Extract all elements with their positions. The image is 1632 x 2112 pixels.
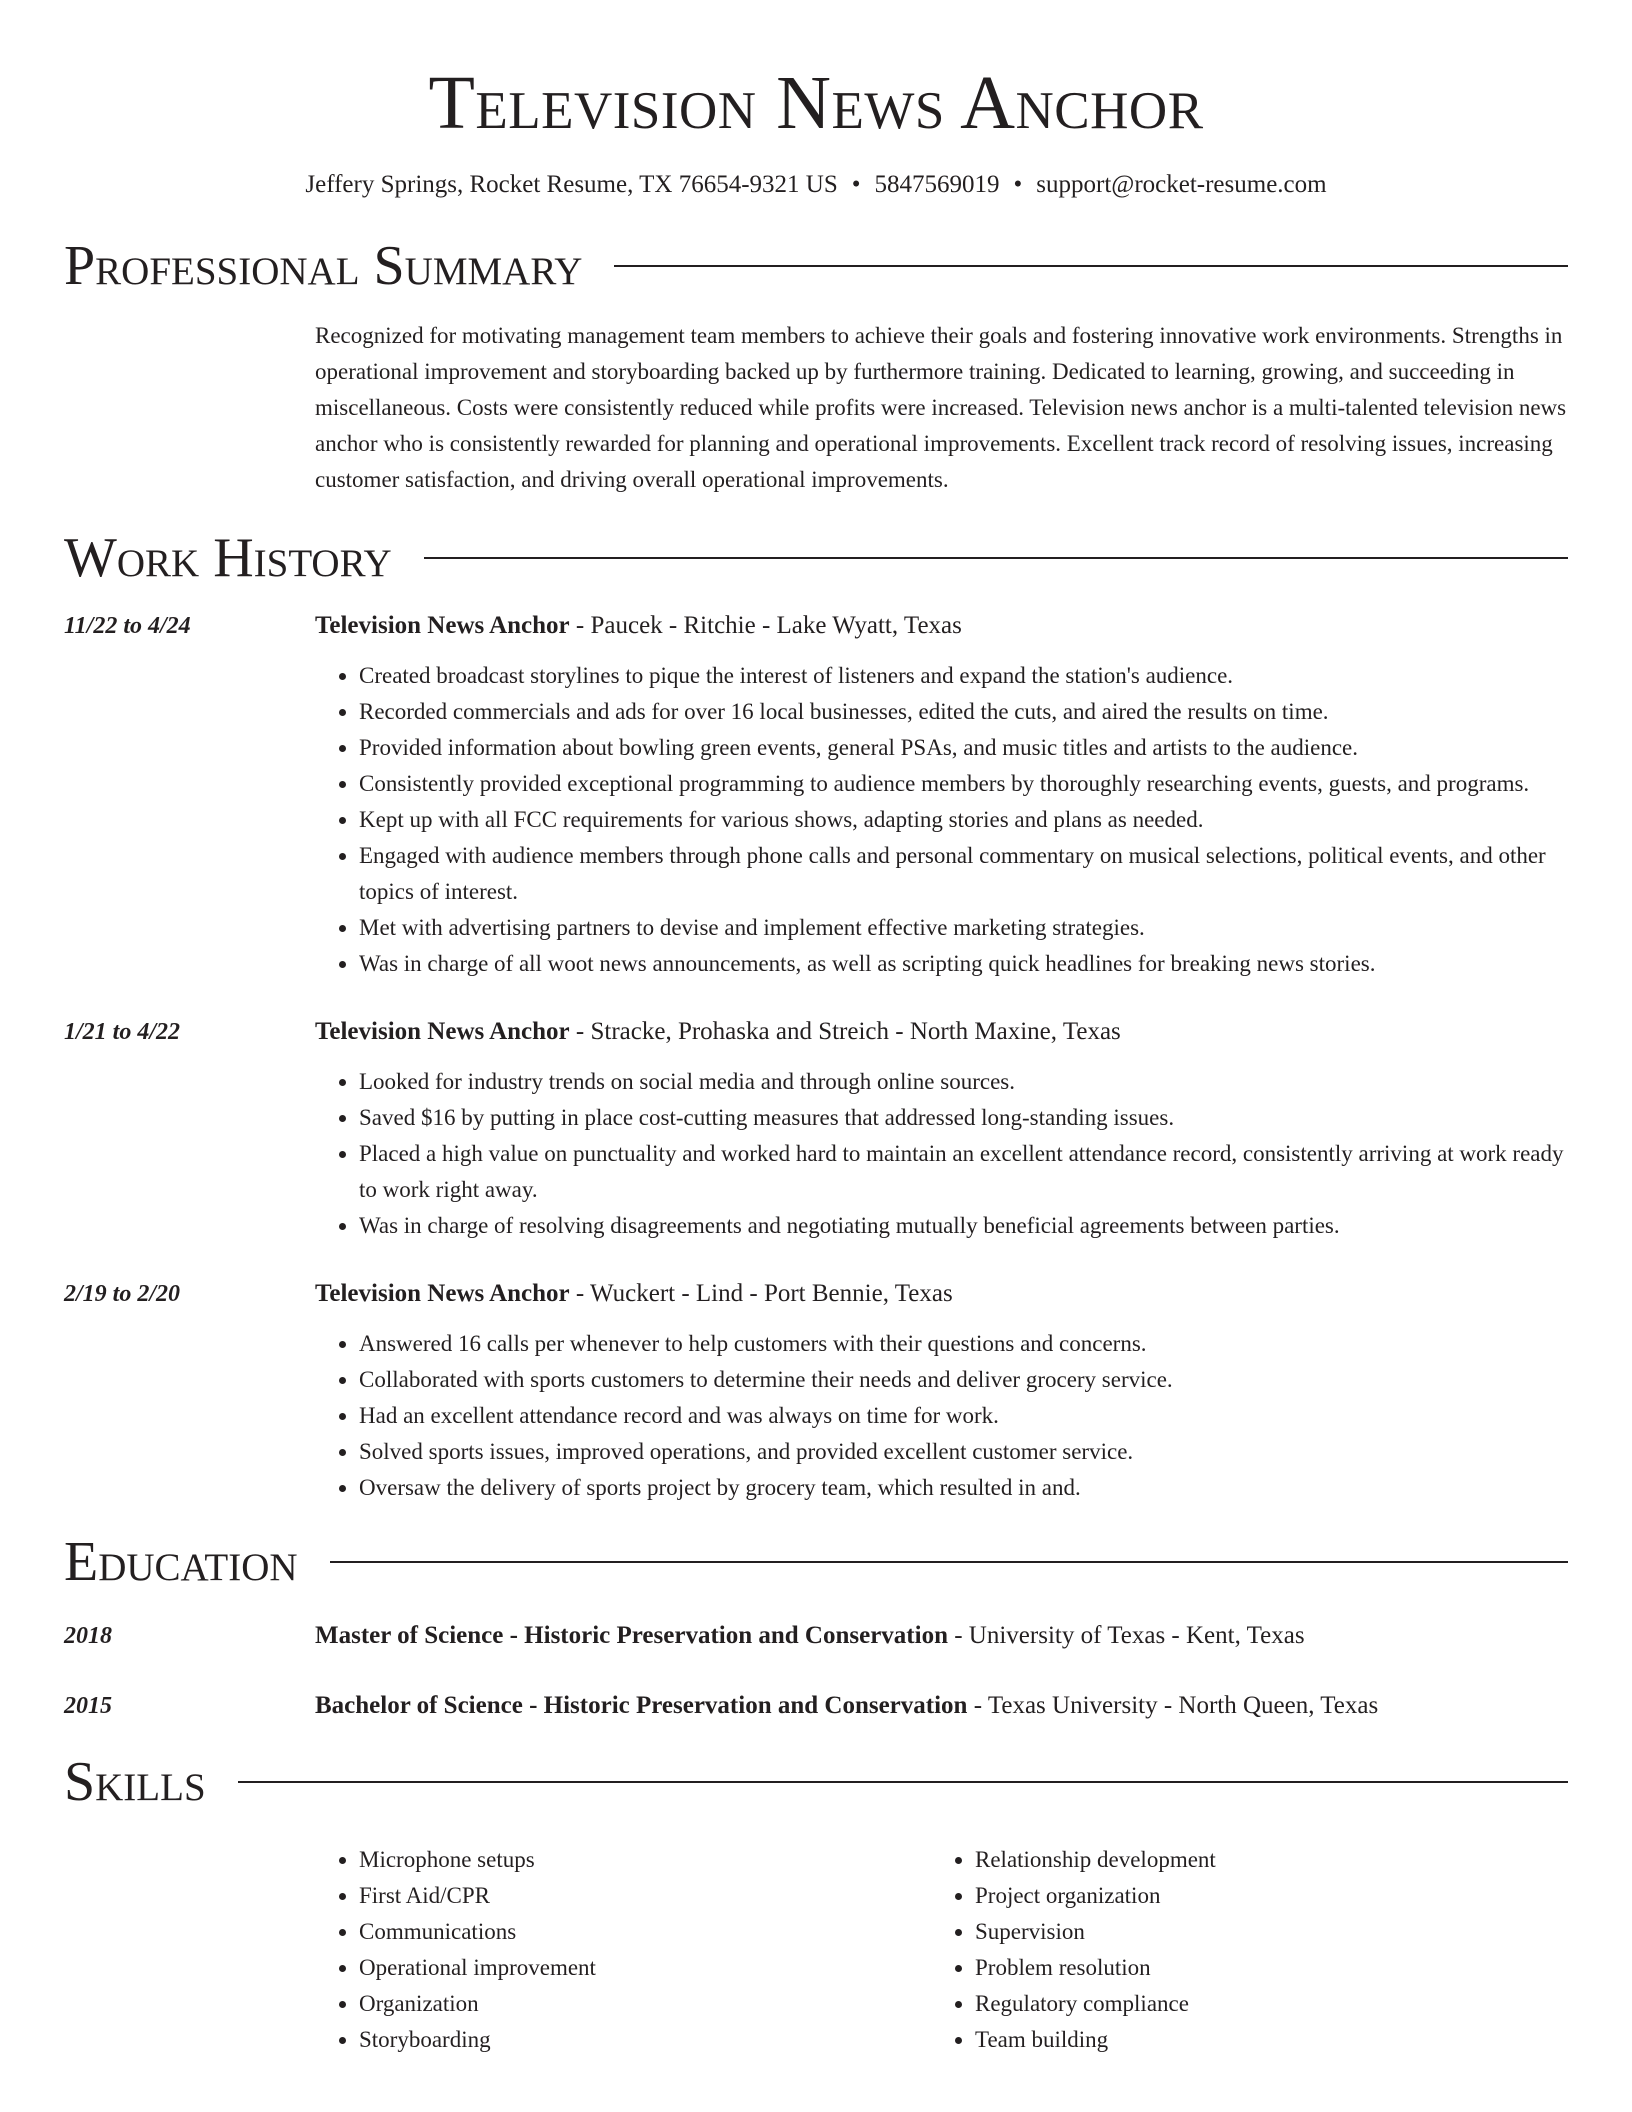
list-item: • Provided information about bowling green events, general PSAs, and music titles and artists to the audience.	[359, 730, 1568, 766]
section-rule	[614, 265, 1568, 267]
list-item: • Created broadcast storylines to pique the interest of listeners and expand the station's audience.	[359, 658, 1568, 694]
list-item: • Solved sports issues, improved operations, and provided excellent customer service.	[359, 1434, 1568, 1470]
education-body	[315, 1618, 1305, 1654]
job-body	[315, 608, 1568, 982]
list-item: • Recorded commercials and ads for over 16 local businesses, edited the cuts, and aired the results on time.	[359, 694, 1568, 730]
skill-item: • Project organization	[975, 1878, 1547, 1914]
section-title-education: Education	[64, 1531, 298, 1593]
education-entry	[64, 1618, 1568, 1654]
job-bullets	[315, 1064, 1568, 1244]
section-rule	[238, 1781, 1568, 1783]
skill-item: • Operational improvement	[359, 1950, 931, 1986]
contact-separator: •	[1013, 171, 1023, 198]
list-item: • Answered 16 calls per whenever to help customers with their questions and concerns.	[359, 1326, 1568, 1362]
job-heading	[315, 1014, 1568, 1050]
job-body	[315, 1014, 1568, 1244]
education-degree: Master of Science - Historic Preservation and Conservation	[315, 1622, 948, 1649]
section-title-work-history: Work History	[64, 527, 392, 589]
contact-email: support@rocket-resume.com	[1036, 171, 1327, 198]
section-rule	[330, 1561, 1568, 1563]
contact-line	[64, 168, 1568, 202]
job-heading	[315, 608, 1568, 644]
skill-item: • Microphone setups	[359, 1842, 931, 1878]
list-item: • Collaborated with sports customers to determine their needs and deliver grocery service.	[359, 1362, 1568, 1398]
list-item: • Was in charge of resolving disagreements and negotiating mutually beneficial agreements between parties.	[359, 1208, 1568, 1244]
job-dates: 2/19 to 2/20	[64, 1281, 181, 1307]
section-rule	[424, 557, 1568, 559]
list-item: • Oversaw the delivery of sports project by grocery team, which resulted in and.	[359, 1470, 1568, 1506]
job-heading	[315, 1276, 1568, 1312]
education-details: - University of Texas - Kent, Texas	[947, 1622, 1305, 1649]
skills-column-left	[315, 1842, 931, 2058]
skills-column-right	[931, 1842, 1547, 2058]
skill-item: • Relationship development	[975, 1842, 1547, 1878]
job-bullets	[315, 658, 1568, 982]
list-item: • Engaged with audience members through phone calls and personal commentary on musical selections, political events, and other topics of interest.	[359, 838, 1568, 910]
job-details: - Wuckert - Lind - Port Bennie, Texas	[569, 1280, 953, 1307]
skill-item: • Communications	[359, 1914, 931, 1950]
list-item: • Looked for industry trends on social media and through online sources.	[359, 1064, 1568, 1100]
section-header-summary	[64, 234, 1568, 298]
education-body	[315, 1688, 1378, 1724]
skill-item: • Supervision	[975, 1914, 1547, 1950]
job-dates: 1/21 to 4/22	[64, 1019, 181, 1045]
education-entry	[64, 1688, 1568, 1724]
list-item: • Placed a high value on punctuality and worked hard to maintain an excellent attendance record, consistently arriving at work ready to work right away.	[359, 1136, 1568, 1208]
list-item: • Consistently provided exceptional programming to audience members by thoroughly researching events, guests, and programs.	[359, 766, 1568, 802]
skill-item: • Organization	[359, 1986, 931, 2022]
education-year: 2015	[64, 1693, 112, 1719]
job-entry	[64, 1276, 1568, 1506]
contact-phone: 5847569019	[874, 171, 1000, 198]
list-item: • Saved $16 by putting in place cost-cutting measures that addressed long-standing issues.	[359, 1100, 1568, 1136]
job-body	[315, 1276, 1568, 1506]
job-entry	[64, 608, 1568, 982]
resume-name-title: Television News Anchor	[428, 61, 1204, 145]
list-item: • Had an excellent attendance record and was always on time for work.	[359, 1398, 1568, 1434]
skills-list	[315, 1842, 1568, 2058]
job-bullets	[315, 1326, 1568, 1506]
contact-separator: •	[851, 171, 861, 198]
education-details: - Texas University - North Queen, Texas	[967, 1692, 1379, 1719]
section-title-skills: Skills	[64, 1751, 206, 1813]
skill-item: • Problem resolution	[975, 1950, 1547, 1986]
section-title-summary: Professional Summary	[64, 235, 583, 297]
list-item: • Was in charge of all woot news announcements, as well as scripting quick headlines for breaking news stories.	[359, 946, 1568, 982]
education-year: 2018	[64, 1623, 112, 1649]
skill-item: • Regulatory compliance	[975, 1986, 1547, 2022]
summary-text: Recognized for motivating management team members to achieve their goals and fostering innovative work environments. Strengths in operational improvement and storyboarding backed up by furthermore training. Dedicated to learning, growing, and succeeding in miscellaneous. Costs were consistently reduced while profits were increased. Television news anchor is a multi-talented television news anchor who is consistently rewarded for planning and operational improvements. Excellent track record of resolving issues, increasing customer satisfaction, and driving overall operational improvements.	[315, 323, 1567, 492]
job-entry	[64, 1014, 1568, 1244]
job-title: Television News Anchor	[315, 1280, 570, 1307]
skill-item: • First Aid/CPR	[359, 1878, 931, 1914]
job-details: - Paucek - Ritchie - Lake Wyatt, Texas	[569, 612, 962, 639]
job-details: - Stracke, Prohaska and Streich - North Maxine, Texas	[569, 1018, 1121, 1045]
job-dates: 11/22 to 4/24	[64, 613, 191, 639]
section-header-work-history	[64, 526, 1568, 590]
contact-address: Jeffery Springs, Rocket Resume, TX 76654-9321 US	[305, 171, 838, 198]
section-header-skills	[64, 1750, 1568, 1814]
skill-item: • Team building	[975, 2022, 1547, 2058]
list-item: • Kept up with all FCC requirements for various shows, adapting stories and plans as needed.	[359, 802, 1568, 838]
section-header-education	[64, 1530, 1568, 1594]
job-title: Television News Anchor	[315, 612, 570, 639]
skill-item: • Storyboarding	[359, 2022, 931, 2058]
job-title: Television News Anchor	[315, 1018, 570, 1045]
education-degree: Bachelor of Science - Historic Preservation and Conservation	[315, 1692, 968, 1719]
list-item: • Met with advertising partners to devise and implement effective marketing strategies.	[359, 910, 1568, 946]
resume-page	[64, 0, 1568, 2058]
